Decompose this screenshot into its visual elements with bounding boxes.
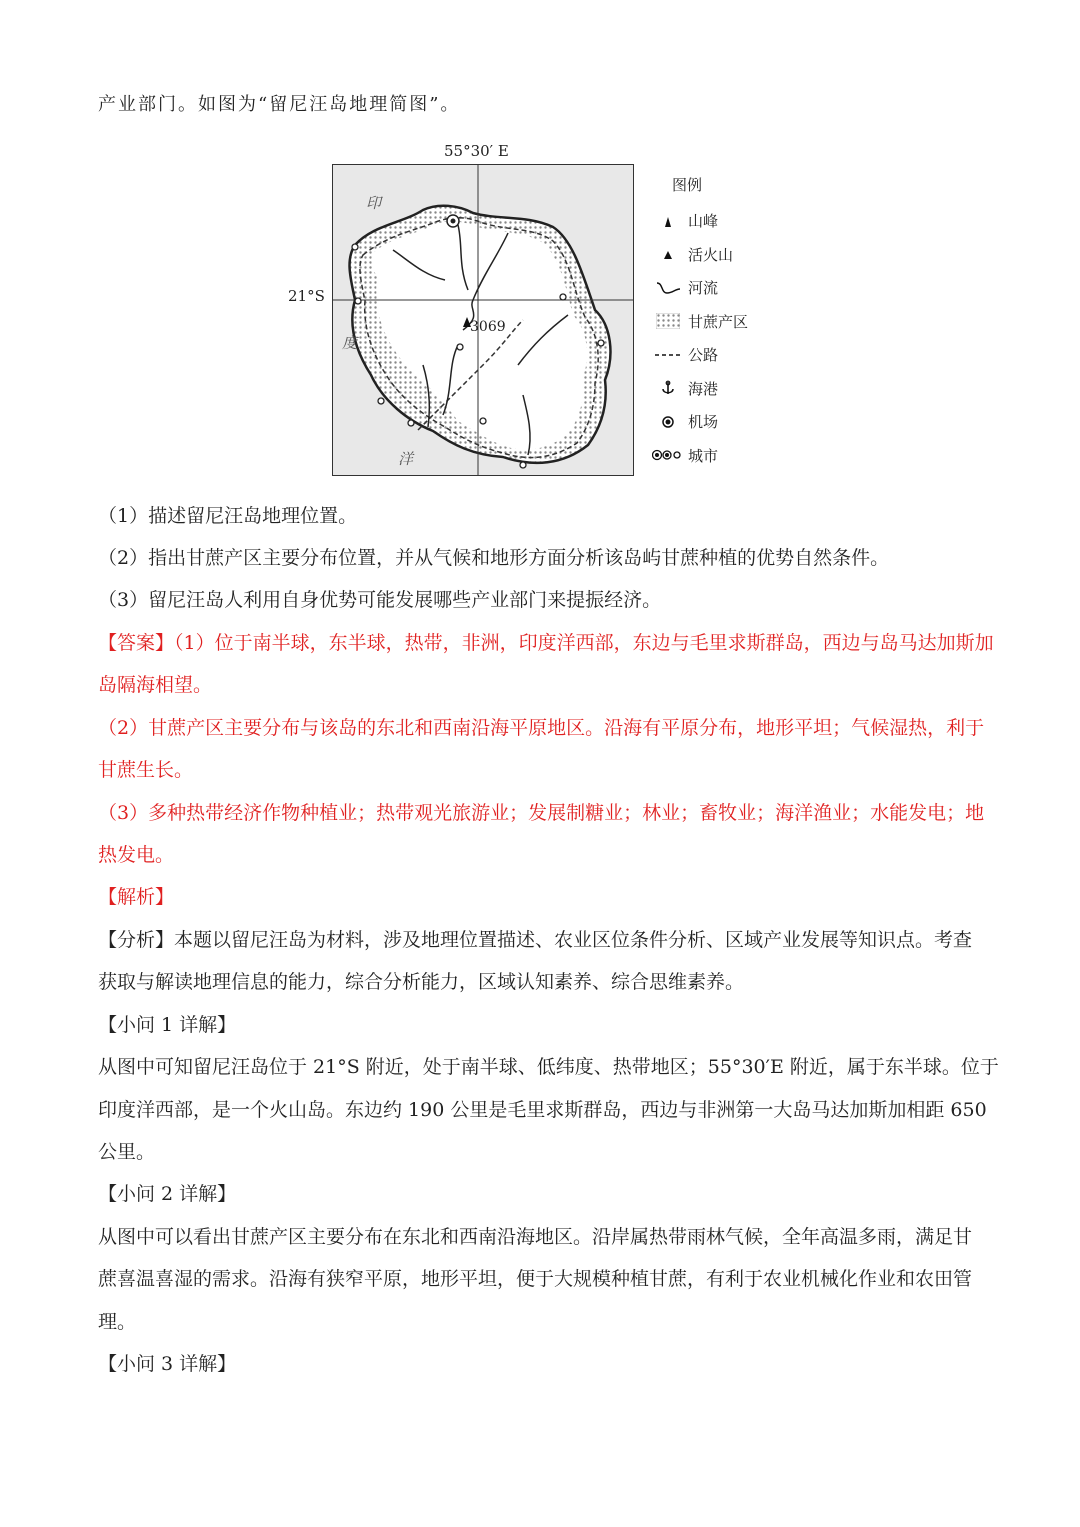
subquestion-2-heading: 【小问 2 详解】 — [98, 1183, 237, 1205]
legend-item-volcano: 活火山 — [652, 238, 762, 272]
legend-title: 图例 — [672, 176, 703, 194]
subquestion-1-line-2: 印度洋西部，是一个火山岛。东边约 190 公里是毛里求斯群岛，西边与非洲第一大岛马达加斯加相距 650 — [98, 1099, 987, 1121]
port-marker — [408, 420, 414, 426]
answer-2-line-1: （2）甘蔗产区主要分布与该岛的东北和西南沿海平原地区。沿海有平原分布，地形平坦；气候湿热，利于 — [98, 717, 985, 739]
latitude-label: 21°S — [288, 287, 325, 305]
legend-item-seaport: 海港 — [652, 372, 762, 406]
ocean-label-3: 洋 — [398, 450, 414, 468]
legend-item-river: 河流 — [652, 271, 762, 305]
airport-icon — [652, 412, 684, 432]
ocean-label-1: 印 — [366, 194, 382, 212]
answer-2-line-2: 甘蔗生长。 — [98, 759, 194, 781]
peak-icon — [652, 211, 684, 231]
legend-item-peak: 山峰 — [652, 204, 762, 238]
reunion-map-figure — [280, 136, 760, 482]
subquestion-1-line-3: 公里。 — [98, 1141, 156, 1163]
seaport-icon — [652, 378, 684, 398]
port-marker — [355, 298, 361, 304]
port-marker — [598, 340, 604, 346]
answer-1-line-2: 岛隔海相望。 — [98, 674, 213, 696]
map-legend — [652, 174, 762, 472]
answer-3-line-2: 热发电。 — [98, 844, 175, 866]
subquestion-1-line-1: 从图中可知留尼汪岛位于 21°S 附近，处于南半球、低纬度、热带地区；55°30′E 附近，属于东半球。位于 — [98, 1056, 999, 1078]
city-icon — [652, 445, 684, 465]
longitude-label: 55°30′ E — [444, 142, 509, 160]
legend-item-sugarcane: 甘蔗产区 — [652, 305, 762, 339]
port-marker — [352, 244, 358, 250]
question-2: （2）指出甘蔗产区主要分布位置，并从气候和地形方面分析该岛屿甘蔗种植的优势自然条件。 — [98, 547, 890, 569]
legend-item-airport: 机场 — [652, 405, 762, 439]
intro-text: 产业部门。如图为“留尼汪岛地理简图”。 — [98, 94, 461, 115]
answer-3-line-1: （3）多种热带经济作物种植业；热带观光旅游业；发展制糖业；林业；畜牧业；海洋渔业；水能发电；地 — [98, 802, 985, 824]
port-marker — [560, 294, 566, 300]
volcano-marker — [457, 344, 463, 350]
subquestion-2-line-2: 蔗喜温喜湿的需求。沿海有狭窄平原，地形平坦，便于大规模种植甘蔗，有利于农业机械化作业和农田管 — [98, 1268, 973, 1290]
question-3: （3）留尼汪岛人利用自身优势可能发展哪些产业部门来提振经济。 — [98, 589, 662, 611]
legend-item-city: 城市 — [652, 439, 762, 473]
subquestion-2-line-3: 理。 — [98, 1311, 137, 1333]
river-icon — [652, 278, 684, 298]
analysis-line-1: 【分析】本题以留尼汪岛为材料，涉及地理位置描述、农业区位条件分析、区域产业发展等知识点。考查 — [98, 929, 973, 951]
ocean-label-2: 度 — [342, 334, 358, 352]
subquestion-2-line-1: 从图中可以看出甘蔗产区主要分布在东北和西南沿海地区。沿岸属热带雨林气候，全年高温多雨，满足甘 — [98, 1226, 973, 1248]
port-marker — [520, 462, 526, 468]
subquestion-3-heading: 【小问 3 详解】 — [98, 1353, 237, 1375]
volcano-icon — [652, 244, 684, 264]
legend-item-road: 公路 — [652, 338, 762, 372]
question-1: （1）描述留尼汪岛地理位置。 — [98, 505, 358, 527]
sugarcane-area-icon — [652, 311, 684, 331]
analysis-tag: 【解析】 — [98, 886, 175, 908]
subquestion-1-heading: 【小问 1 详解】 — [98, 1014, 237, 1036]
peak-elevation-label: 3069 — [470, 319, 506, 335]
answer-tag: 【答案】 — [98, 632, 175, 654]
answer-1-line-1: 【答案】（1）位于南半球，东半球，热带，非洲，印度洋西部，东边与毛里求斯群岛，西边与岛马达加斯加 — [98, 632, 994, 654]
road-icon — [652, 345, 684, 365]
analysis-line-2: 获取与解读地理信息的能力，综合分析能力，区域认知素养、综合思维素养。 — [98, 971, 745, 993]
port-marker — [378, 398, 384, 404]
port-marker — [480, 418, 486, 424]
